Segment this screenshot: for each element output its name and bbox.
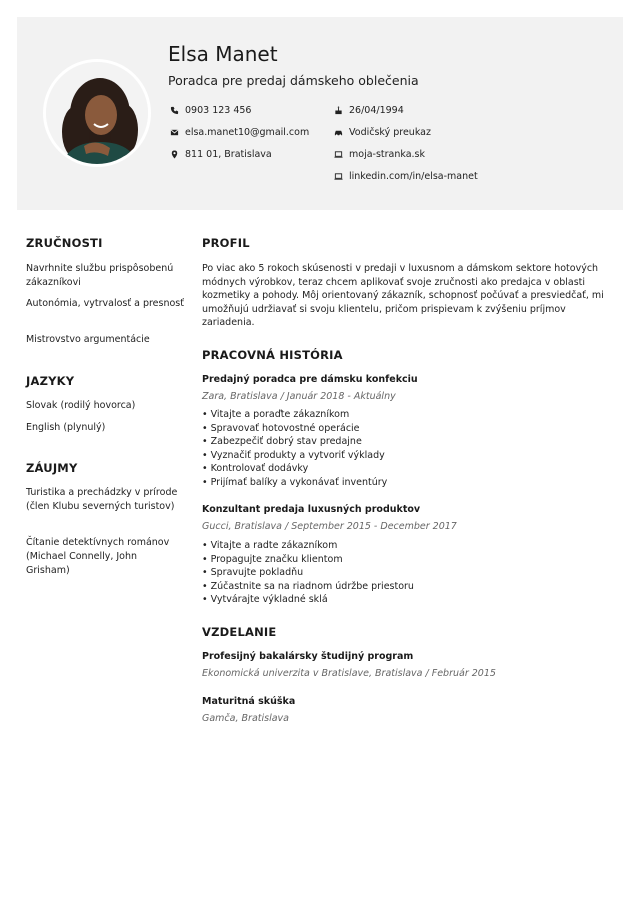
birthday-icon [334, 106, 343, 115]
contact-email[interactable]: elsa.manet10@gmail.com [170, 127, 309, 138]
education-title: Maturitná skúška [202, 696, 296, 707]
list-item: • Kontrolovať dodávky [202, 462, 612, 476]
person-name: Elsa Manet [168, 42, 278, 66]
list-item: • Vitajte a poraďte zákazníkom [202, 408, 612, 422]
profile-text: Po viac ako 5 rokoch skúsenosti v predaji v luxusnom a dámskom sektore hotových módnych výrobkov, teraz chcem aplikovať svoje zručnosti ako predajca v oblasti kozmetiky a pohody. Môj orientovaný zákazník, schopnosť počúvať a presviedčať, mi umožňujú udržiavať si svoju klientelu, pričom prispievam k zvýšeniu príjmov zariadenia. [202, 263, 604, 328]
website-icon [334, 150, 343, 159]
education-title: Profesijný bakalársky študijný program [202, 651, 414, 662]
languages-heading: JAZYKY [26, 374, 75, 388]
list-item: • Zabezpečiť dobrý stav predajne [202, 435, 612, 449]
email-icon [170, 128, 179, 137]
job-position-title: Predajný poradca pre dámsku konfekciu [202, 374, 418, 385]
skill-item: Autonómia, vytrvalosť a presnosť [26, 298, 184, 309]
job-position-title: Konzultant predaja luxusných produktov [202, 504, 421, 515]
contact-linkedin[interactable]: linkedin.com/in/elsa-manet [334, 171, 478, 182]
contact-location: 811 01, Bratislava [170, 149, 272, 160]
list-item: • Propagujte značku klientom [202, 553, 612, 567]
education-heading: VZDELANIE [202, 625, 277, 639]
work-heading: PRACOVNÁ HISTÓRIA [202, 348, 343, 362]
job-meta: Zara, Bratislava / Január 2018 - Aktuálny [202, 391, 396, 402]
list-item: • Spravujte pokladňu [202, 566, 612, 580]
language-item: English (plynulý) [26, 422, 106, 433]
list-item: • Vitajte a radte zákazníkom [202, 539, 612, 553]
list-item: • Zúčastnite sa na riadnom údržbe priestoru [202, 580, 612, 594]
interest-item: Čítanie detektívnych románov (Michael Connelly, John Grisham) [26, 537, 170, 576]
list-item: • Prijímať balíky a vykonávať inventúry [202, 476, 612, 490]
interest-item: Turistika a prechádzky v prírode (člen Klubu severných turistov) [26, 487, 178, 512]
car-icon [334, 128, 343, 137]
job-duties-list [202, 408, 612, 489]
list-item: • Vytvárajte výkladné sklá [202, 593, 612, 607]
contact-website[interactable]: moja-stranka.sk [334, 149, 425, 160]
skill-item: Navrhnite službu prispôsobenú zákazníkovi [26, 263, 174, 288]
job-meta: Gucci, Bratislava / September 2015 - December 2017 [202, 521, 457, 532]
contact-phone: 0903 123 456 [170, 105, 251, 116]
language-item: Slovak (rodilý hovorca) [26, 400, 136, 411]
profile-heading: PROFIL [202, 236, 250, 250]
education-meta: Ekonomická univerzita v Bratislave, Bratislava / Február 2015 [202, 668, 496, 679]
skill-item: Mistrovstvo argumentácie [26, 334, 150, 345]
list-item: • Vyznačiť produkty a vytvoriť výklady [202, 449, 612, 463]
list-item: • Spravovať hotovostné operácie [202, 422, 612, 436]
skills-heading: ZRUČNOSTI [26, 236, 103, 250]
contact-birthday: 26/04/1994 [334, 105, 404, 116]
education-meta: Gamča, Bratislava [202, 713, 289, 724]
interests-heading: ZÁUJMY [26, 461, 78, 475]
linkedin-icon [334, 172, 343, 181]
profile-photo [43, 59, 151, 167]
job-title: Poradca pre predaj dámskeho oblečenia [168, 73, 419, 88]
phone-icon [170, 106, 179, 115]
job-duties-list [202, 539, 612, 607]
contact-license: Vodičský preukaz [334, 127, 431, 138]
location-icon [170, 150, 179, 159]
